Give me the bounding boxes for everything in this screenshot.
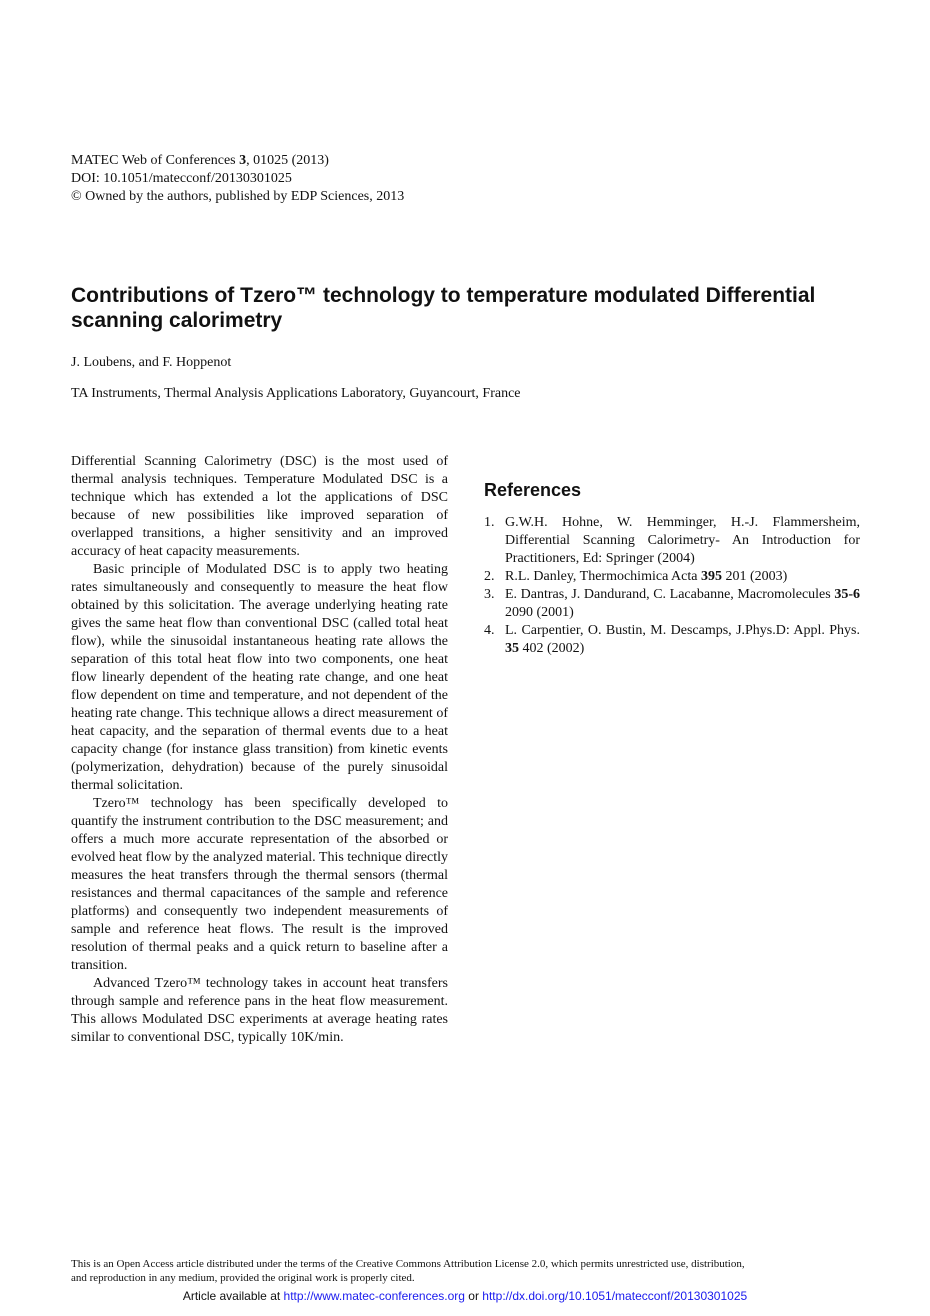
affiliation: TA Instruments, Thermal Analysis Applications Laboratory, Guyancourt, France [71, 386, 521, 401]
reference-item [484, 622, 860, 658]
journal-citation: MATEC Web of Conferences 3, 01025 (2013) [71, 153, 329, 168]
reference-text: E. Dantras, J. Dandurand, C. Lacabanne, Macromolecules 35-6 2090 (2001) [505, 587, 860, 620]
reference-item [484, 568, 860, 586]
license-notice [71, 1257, 861, 1285]
body-paragraph: Tzero™ technology has been specifically developed to quantify the instrument contribution to the DSC measurement; and offers a much more accurate representation of the absorbed or evolved heat flow by the analyzed material. This technique directly measures the heat transfers through the thermal sensors (thermal resistances and thermal capacitances of the sample and reference platforms) and consequently two independent measurements of sample and reference heat flows. The result is the improved resolution of thermal peaks and a quick return to baseline after a transition. [71, 796, 448, 973]
reference-number: 4. [484, 623, 495, 638]
article-availability: Article available at http://www.matec-conferences.org or http://dx.doi.org/10.1051/matecconf/20130301025 [182, 1289, 748, 1303]
reference-number: 2. [484, 569, 495, 584]
reference-text: R.L. Danley, Thermochimica Acta 395 201 (2003) [505, 569, 788, 584]
matec-link[interactable]: http://www.matec-conferences.org [283, 1289, 465, 1303]
journal-header [71, 152, 404, 206]
doi-link[interactable]: http://dx.doi.org/10.1051/matecconf/20130301025 [482, 1289, 748, 1303]
reference-item [484, 514, 860, 568]
journal-volume: 3 [239, 153, 247, 168]
references-list [484, 514, 860, 658]
reference-text: L. Carpentier, O. Bustin, M. Descamps, J.Phys.D: Appl. Phys. 35 402 (2002) [505, 623, 860, 656]
body-paragraph: Advanced Tzero™ technology takes in account heat transfers through sample and reference pans in the heat flow measurement. This allows Modulated DSC experiments at average heating rates similar to conventional DSC, typically 10K/min. [71, 976, 448, 1045]
body-paragraph: Differential Scanning Calorimetry (DSC) is the most used of thermal analysis techniques. Temperature Modulated DSC is a technique which has extended a lot the applications of DSC because of new possibilities like improved separation of overlapped transitions, a higher sensitivity and an improved accuracy of heat capacity measurements. [71, 454, 448, 559]
reference-number: 3. [484, 587, 495, 602]
license-line: and reproduction in any medium, provided the original work is properly cited. [71, 1272, 415, 1284]
paper-title: Contributions of Tzero™ technology to temperature modulated Differential scanning calorimetry [71, 284, 816, 332]
body-text [71, 453, 448, 1047]
references-heading: References [484, 480, 582, 500]
doi-line: DOI: 10.1051/matecconf/20130301025 [71, 171, 292, 186]
copyright-line: © Owned by the authors, published by EDP Sciences, 2013 [71, 189, 405, 204]
reference-item [484, 586, 860, 622]
authors: J. Loubens, and F. Hoppenot [71, 355, 232, 370]
reference-number: 1. [484, 515, 495, 530]
license-line: This is an Open Access article distributed under the terms of the Creative Commons Attribution License 2.0, which permits unrestricted use, distribution, [71, 1258, 745, 1270]
reference-text: G.W.H. Hohne, W. Hemminger, H.-J. Flammersheim, Differential Scanning Calorimetry- An Introduction for Practitioners, Ed: Springer (2004) [505, 515, 860, 566]
body-paragraph: Basic principle of Modulated DSC is to apply two heating rates simultaneously and consequently to measure the heat flow obtained by this solicitation. The average underlying heating rate gives the same heat flow than conventional DSC (called total heat flow), while the sinusoidal instantaneous heating rate allows the separation of this total heat flow into two components, one heat flow linearly dependent of the heating rate change, and one heat flow dependent on time and temperature, and not dependent of the heating rate change. This technique allows a direct measurement of heat capacity, and the separation of thermal events due to a heat capacity change (for instance glass transition) from kinetic events (polymerization, dehydration) because of the purely sinusoidal thermal solicitation. [71, 562, 448, 793]
